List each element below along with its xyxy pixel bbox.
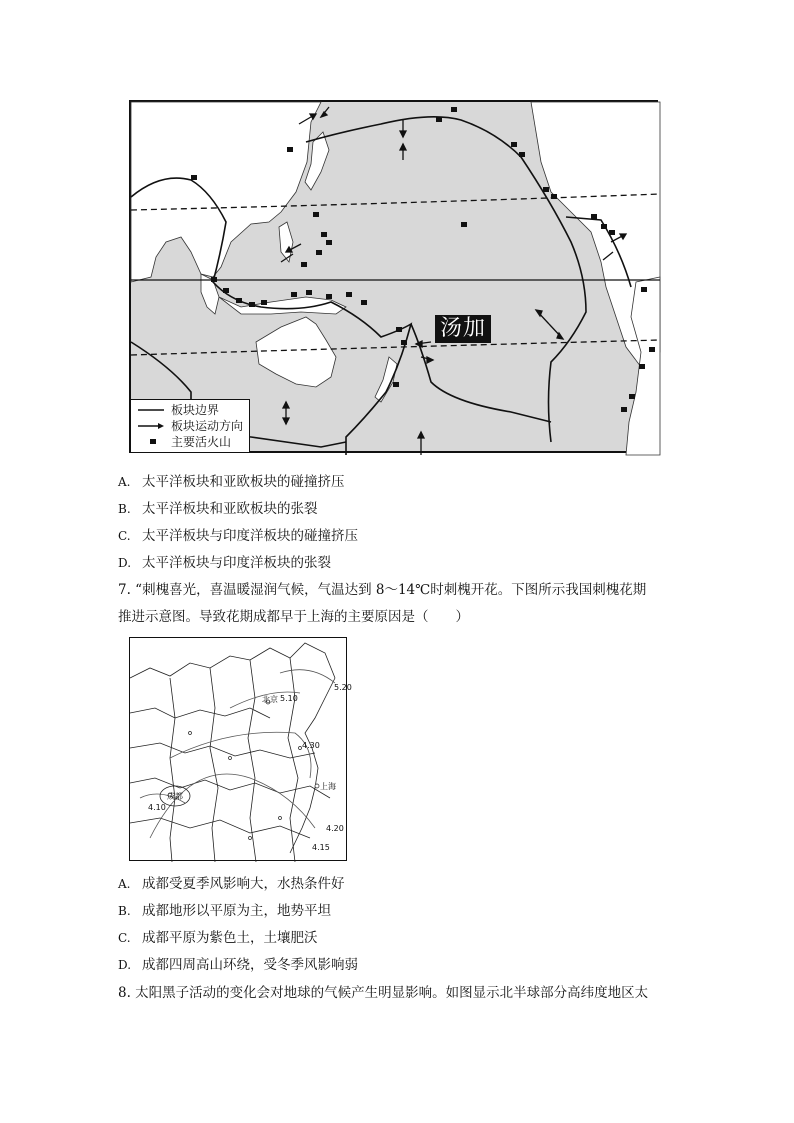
option-letter: A.: [118, 877, 131, 891]
new-zealand: [375, 357, 397, 402]
option-text: 成都受夏季风影响大，水热条件好: [142, 876, 345, 892]
option-c[interactable]: [118, 527, 358, 545]
question-7-line1: 7. “刺槐喜光，喜温暖湿润气候，气温达到 8～14℃时刺槐开花。下图所示我国刺槐花期: [118, 582, 647, 598]
question-7-line2: 推进示意图。导致花期成都早于上海的主要原因是（ ）: [118, 609, 469, 625]
isoline-label-430: 4.30: [302, 741, 320, 750]
volcano-icon: [461, 222, 467, 227]
tropic-capricorn-line: [131, 340, 660, 355]
volcano-icon: [191, 175, 197, 180]
option-text: 太平洋板块与印度洋板块的张裂: [142, 555, 331, 571]
volcano-icon: [211, 277, 217, 282]
isoline-label-415: 4.15: [312, 843, 330, 852]
option-text: 成都四周高山环绕，受冬季风影响弱: [142, 957, 358, 973]
tonga-label: 汤加: [435, 315, 491, 343]
volcano-icon: [551, 194, 557, 199]
option-d[interactable]: [118, 956, 358, 974]
volcano-icon: [136, 434, 166, 450]
option-b[interactable]: [118, 500, 318, 518]
volcano-icon: [287, 147, 293, 152]
volcano-icon: [236, 298, 242, 303]
chengdu-label: 成都: [167, 792, 183, 801]
bloom-map-drawing: [130, 638, 348, 862]
option-a[interactable]: [118, 473, 345, 491]
option-text: 太平洋板块和亚欧板块的张裂: [142, 501, 318, 517]
volcano-icon: [511, 142, 517, 147]
legend-boundary-label: 板块边界: [171, 403, 220, 417]
city-dot: [189, 732, 192, 735]
option-letter: D.: [118, 556, 132, 570]
volcano-icon: [519, 152, 525, 157]
volcano-icon: [396, 327, 402, 332]
motion-arrow: [400, 120, 406, 160]
option-text: 成都平原为紫色土，土壤肥沃: [142, 930, 318, 946]
volcano-icon: [649, 347, 655, 352]
motion-arrow: [283, 402, 289, 424]
isoline-label-420: 4.20: [326, 824, 344, 833]
province-border: [130, 818, 310, 838]
volcano-icon: [301, 262, 307, 267]
option-b[interactable]: [118, 902, 331, 920]
volcano-icon: [321, 232, 327, 237]
volcano-icon: [621, 407, 627, 412]
volcano-icon: [326, 240, 332, 245]
question-8-line1: 8. 太阳黑子活动的变化会对地球的气候产生明显影响。如图显示北半球部分高纬度地区太: [118, 985, 649, 1001]
legend-volcano-label: 主要活火山: [171, 435, 232, 449]
option-letter: C.: [118, 529, 131, 543]
volcano-icon: [261, 300, 267, 305]
volcano-icon: [451, 107, 457, 112]
option-text: 成都地形以平原为主，地势平坦: [142, 903, 331, 919]
volcano-icon: [436, 117, 442, 122]
volcano-icon: [639, 364, 645, 369]
volcano-icon: [223, 288, 229, 293]
arrow-icon: [136, 418, 166, 434]
volcano-icon: [543, 187, 549, 192]
volcano-icon: [346, 292, 352, 297]
province-border: [130, 708, 270, 718]
option-text: 太平洋板块和亚欧板块的碰撞挤压: [142, 474, 345, 490]
isoline-label-520: 5.20: [334, 683, 352, 692]
province-border: [210, 668, 218, 862]
volcano-icon: [249, 302, 255, 307]
isoline-label-510: 5.10: [280, 694, 298, 703]
volcano-icon: [306, 290, 312, 295]
option-letter: B.: [118, 904, 131, 918]
option-letter: C.: [118, 931, 131, 945]
volcano-icon: [313, 212, 319, 217]
city-dot: [279, 817, 282, 820]
isoline: [280, 670, 335, 683]
isoline-label-410: 4.10: [148, 803, 166, 812]
city-dot: [229, 757, 232, 760]
boundary-line-icon: [136, 402, 166, 418]
volcano-icon: [316, 250, 322, 255]
city-dot: [249, 837, 252, 840]
map-legend: [131, 399, 250, 452]
option-a[interactable]: [118, 875, 345, 893]
volcano-icon: [609, 230, 615, 235]
shanghai-label: 上海: [320, 782, 336, 791]
volcano-icon: [591, 214, 597, 219]
motion-arrow: [418, 432, 424, 455]
volcano-icon: [361, 300, 367, 305]
bloom-map: [129, 637, 352, 861]
isoline: [170, 732, 311, 778]
option-c[interactable]: [118, 929, 318, 947]
province-border: [170, 678, 175, 862]
beijing-label: 北京: [262, 695, 278, 704]
motion-arrow: [536, 310, 563, 339]
australia: [256, 317, 336, 387]
option-letter: D.: [118, 958, 132, 972]
option-letter: A.: [118, 475, 131, 489]
volcano-icon: [641, 287, 647, 292]
volcano-icon: [326, 294, 332, 299]
volcano-icon: [291, 292, 297, 297]
volcano-icon: [629, 394, 635, 399]
city-dot: [315, 784, 319, 788]
option-letter: B.: [118, 502, 131, 516]
option-d[interactable]: [118, 554, 331, 572]
option-text: 太平洋板块与印度洋板块的碰撞挤压: [142, 528, 358, 544]
volcano-icon: [401, 340, 407, 345]
legend-motion-label: 板块运动方向: [171, 419, 244, 433]
volcano-icon: [393, 382, 399, 387]
volcano-icon: [601, 224, 607, 229]
province-border: [130, 743, 315, 758]
province-border: [130, 643, 335, 678]
